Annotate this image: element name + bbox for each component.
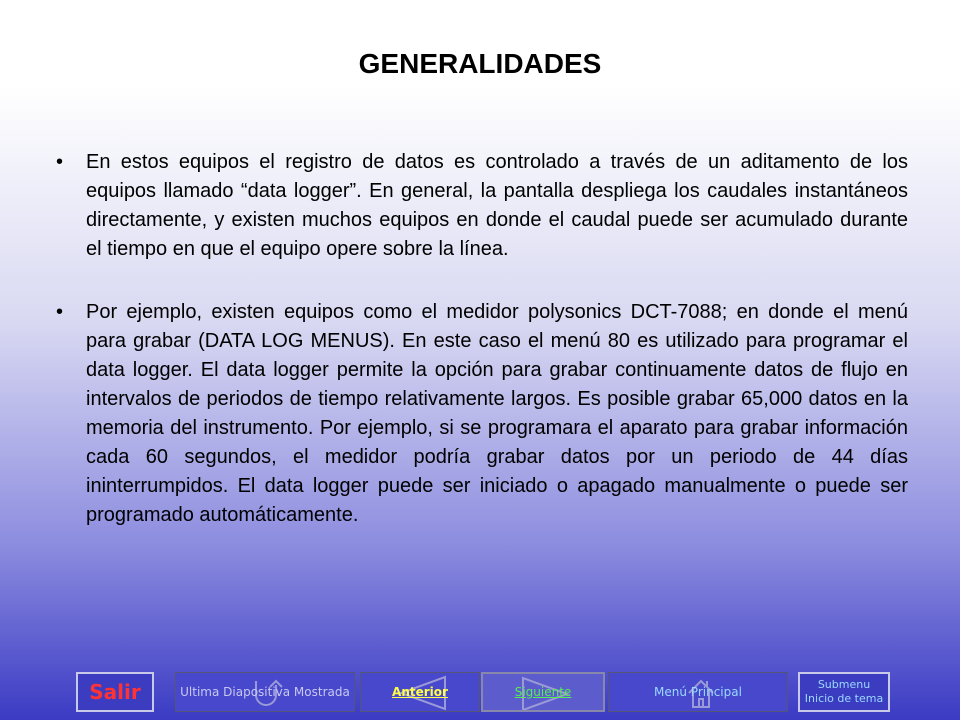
previous-slide-label: Anterior	[392, 685, 448, 699]
bullet-glyph: •	[56, 301, 64, 323]
previous-slide-button[interactable]	[360, 672, 480, 712]
exit-button[interactable]	[76, 672, 154, 712]
topic-start-label: Inicio de tema	[804, 692, 884, 705]
bullet-item	[56, 298, 908, 530]
submenu-label: Submenu	[817, 678, 871, 691]
last-slide-viewed-label: Ultima Diapositiva Mostrada	[180, 685, 350, 699]
slide-title: GENERALIDADES	[358, 48, 602, 79]
last-slide-viewed-button[interactable]	[175, 672, 355, 712]
slide-content	[56, 148, 908, 564]
next-slide-label: Siguiente	[514, 685, 572, 699]
submenu-button[interactable]	[798, 672, 890, 712]
bullet-text: En estos equipos el registro de datos es controlado a través de un aditamento de los equipos llamado “data logger”. En general, la pantalla despliega los caudales instantáneos directamente, y existen muchos equipos en donde el caudal puede ser acumulado durante el tiempo en que el equipo opere sobre la línea.	[86, 151, 908, 260]
main-menu-label: Menú Principal	[654, 685, 742, 699]
exit-button-label: Salir	[89, 680, 141, 704]
next-slide-button[interactable]	[481, 672, 605, 712]
bullet-text: Por ejemplo, existen equipos como el medidor polysonics DCT-7088; en donde el menú para grabar (DATA LOG MENUS). En este caso el menú 80 es utilizado para programar el data logger. El data logger permite la opción para grabar continuamente datos de flujo en intervalos de periodos de tiempo relativamente largos. Es posible grabar 65,000 datos en la memoria del instrumento. Por ejemplo, si se programara el aparato para grabar información cada 60 segundos, el medidor podría grabar datos por un periodo de 44 días ininterrumpidos. El data logger puede ser iniciado o apagado manualmente o puede ser programado automáticamente.	[86, 301, 908, 526]
bullet-glyph: •	[56, 151, 64, 173]
main-menu-button[interactable]	[608, 672, 788, 712]
bullet-item	[56, 148, 908, 264]
